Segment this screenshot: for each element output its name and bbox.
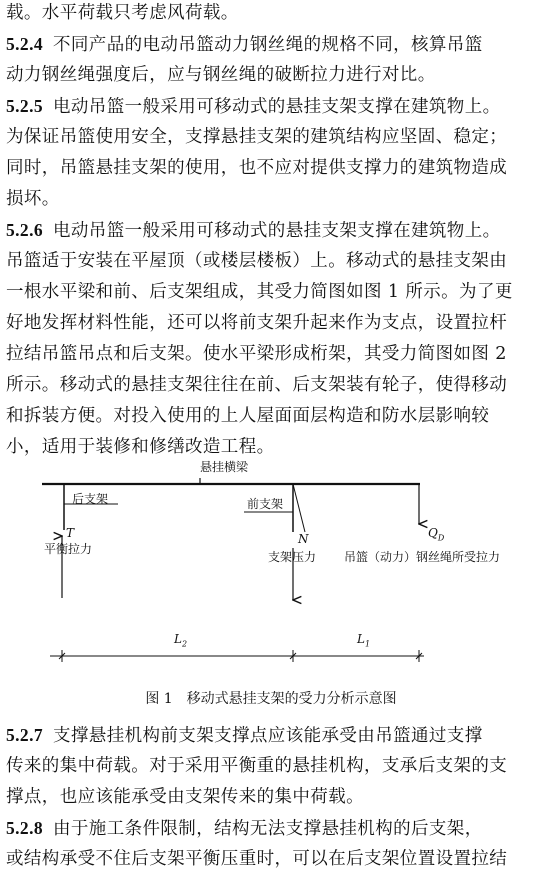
qd-label: $Q_D$ — [428, 526, 445, 543]
text-line — [6, 91, 538, 123]
line-text: 吊篮适于安装在平屋顶（或楼层楼板）上。移动式的悬挂支架由 — [6, 251, 508, 271]
line-text: 不同产品的电动吊篮动力钢丝绳的规格不同，核算吊篮 — [53, 35, 483, 55]
force-diagram — [0, 440, 542, 720]
text-line — [6, 308, 538, 339]
section-number: 5.2.4 — [6, 34, 43, 54]
text-line — [6, 29, 538, 61]
line-text: 拉结吊篮吊点和后支架。使水平梁形成桁架，其受力简图如图 2 — [6, 344, 507, 364]
l2-label: $L_2$ — [174, 632, 188, 649]
line-text: 动力钢丝绳强度后，应与钢丝绳的破断拉力进行对比。 — [6, 65, 436, 85]
line-text: 为保证吊篮使用安全，支撑悬挂支架的建筑结构应坚固、稳定； — [6, 127, 508, 147]
line-text: 电动吊篮一般采用可移动式的悬挂支架支撑在建筑物上。 — [53, 97, 501, 117]
line-text: 由于施工条件限制，结构无法支撑悬挂机构的后支架， — [53, 819, 483, 839]
text-line — [6, 60, 538, 91]
text-line — [6, 813, 538, 845]
text-line — [6, 401, 538, 432]
line-text: 同时，吊篮悬挂支架的使用，也不应对提供支撑力的建筑物造成 — [6, 158, 508, 178]
text-line — [6, 153, 538, 184]
t-label: T — [66, 526, 75, 540]
text-line — [6, 246, 538, 277]
rear-support-label: 后支架 — [72, 492, 109, 506]
front-support-label: 前支架 — [247, 497, 284, 511]
text-line — [6, 184, 538, 215]
support-pressure-label: 支架压力 — [268, 550, 317, 564]
line-text: 损坏。 — [6, 189, 60, 209]
line-text: 所示。移动式的悬挂支架往往在前、后支架装有轮子，使得移动 — [6, 375, 508, 395]
beam-label: 悬挂横梁 — [200, 460, 249, 474]
line-text: 载。水平荷载只考虑风荷载。 — [6, 3, 239, 23]
line-text: 好地发挥材料性能，还可以将前支架升起来作为支点，设置拉杆 — [6, 313, 508, 333]
line-text: 小，适用于装修和修缮改造工程。 — [6, 437, 275, 457]
l1-label: $L_1$ — [357, 632, 371, 649]
line-text: 一根水平梁和前、后支架组成，其受力简图如图 1 所示。为了更 — [6, 282, 513, 302]
line-text: 支撑悬挂机构前支架支撑点应该能承受由吊篮通过支撑 — [53, 726, 483, 746]
text-line — [6, 215, 538, 247]
section-number: 5.2.8 — [6, 818, 43, 838]
section-number: 5.2.6 — [6, 220, 43, 240]
text-line — [6, 370, 538, 401]
figure-1 — [0, 440, 542, 720]
text-line — [6, 339, 538, 370]
line-text: 电动吊篮一般采用可移动式的悬挂支架支撑在建筑物上。 — [53, 221, 501, 241]
line-text: 传来的集中荷载。对于采用平衡重的悬挂机构，支承后支架的支 — [6, 756, 508, 776]
line-text: 或结构承受不住后支架平衡压重时，可以在后支架位置设置拉结 — [6, 849, 508, 869]
section-number: 5.2.7 — [6, 725, 43, 745]
text-line — [6, 277, 538, 308]
text-line — [6, 844, 538, 875]
text-line — [6, 782, 538, 813]
section-number: 5.2.5 — [6, 96, 43, 116]
text-line — [6, 751, 538, 782]
line-text: 撑点，也应该能承受由支架传来的集中荷载。 — [6, 787, 364, 807]
figure-caption: 图 1 移动式悬挂支架的受力分析示意图 — [145, 691, 397, 707]
text-line — [6, 122, 538, 153]
counter-force-label: 平衡拉力 — [44, 542, 93, 556]
text-line — [6, 0, 538, 29]
rope-force-label: 吊篮（动力）钢丝绳所受拉力 — [344, 550, 501, 564]
n-label: N — [298, 532, 309, 546]
line-text: 和拆装方便。对投入使用的上人屋面面层构造和防水层影响较 — [6, 406, 490, 426]
text-line — [6, 720, 538, 752]
